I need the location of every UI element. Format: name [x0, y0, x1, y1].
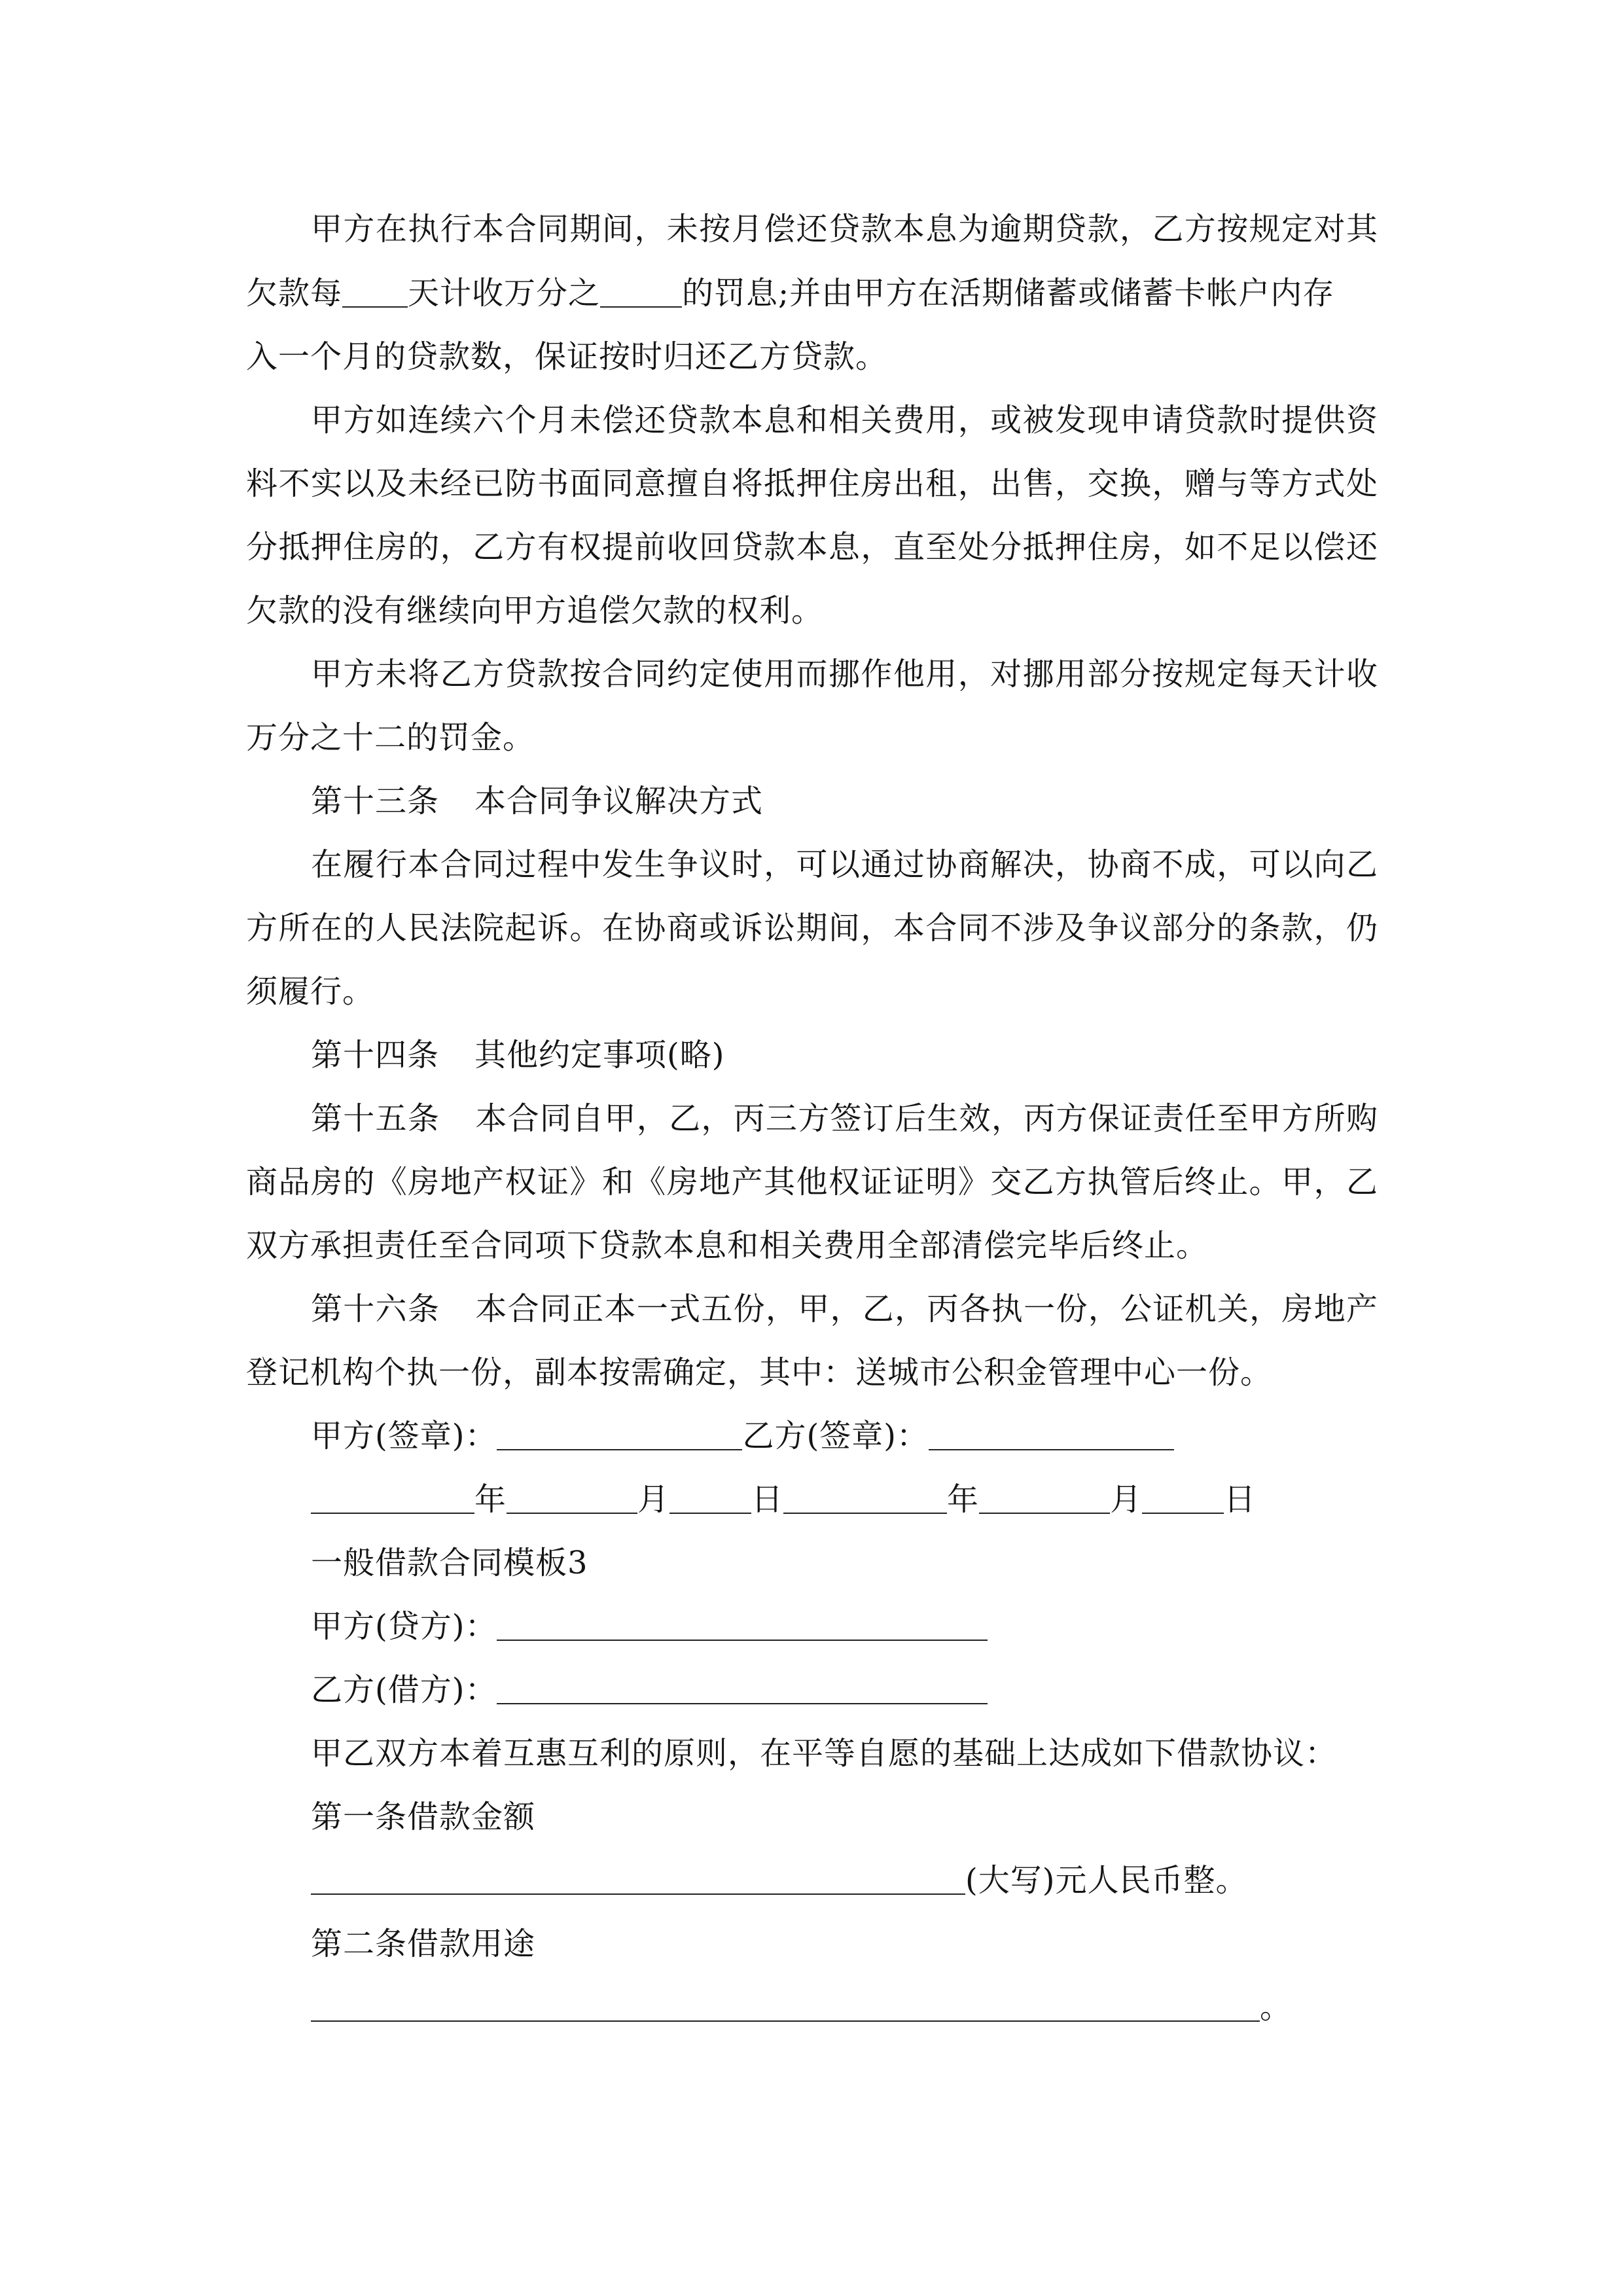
p2-line-4: 欠款的没有继续向甲方追偿欠款的权利。 — [246, 592, 824, 629]
borrower-label: 乙方(借方)： — [311, 1672, 497, 1708]
party-a-signature-blank — [497, 1418, 742, 1450]
p3-line-1: 甲方未将乙方贷款按合同约定使用而挪作他用，对挪用部分按规定每天计收 — [311, 656, 1378, 692]
lender-label: 甲方(贷方)： — [311, 1608, 497, 1645]
p3-line-2: 万分之十二的罚金。 — [246, 719, 535, 756]
p4-line-2: 方所在的人民法院起诉。在协商或诉讼期间，本合同不涉及争议部分的条款，仍 — [246, 910, 1378, 946]
party-b-signature-label: 乙方(签章)： — [742, 1418, 929, 1454]
lender-row — [311, 1607, 1378, 1646]
p2-line-2: 料不实以及未经已防书面同意擅自将抵押住房出租，出售，交换，赠与等方式处 — [246, 465, 1378, 502]
p1-line-2-a: 欠款每 — [246, 275, 343, 312]
article-15-line-2: 商品房的《房地产权证》和《房地产其他权证证明》交乙方执管后终止。甲，乙 — [246, 1164, 1378, 1200]
borrower-blank — [497, 1672, 988, 1704]
article-14-title: 其他约定事项(略) — [474, 1037, 725, 1073]
p2-line-1: 甲方如连续六个月未偿还贷款本息和相关费用，或被发现申请贷款时提供资 — [311, 402, 1378, 439]
article-14-number: 第十四条 — [311, 1037, 440, 1073]
article-13-title: 本合同争议解决方式 — [474, 783, 764, 819]
p1-line-2-c: 的罚息;并由甲方在活期储蓄或储蓄卡帐户内存 — [682, 275, 1335, 312]
agreement-intro: 甲乙双方本着互惠互利的原则，在平等自愿的基础上达成如下借款协议： — [311, 1735, 1338, 1772]
date-a-year-blank — [311, 1481, 474, 1514]
article-15-line-1 — [311, 1099, 1378, 1138]
article-13-number: 第十三条 — [311, 783, 440, 819]
party-b-signature-blank — [929, 1418, 1174, 1450]
date-row — [311, 1480, 1378, 1519]
date-a-month-blank — [507, 1481, 637, 1514]
penalty-rate-blank — [600, 275, 682, 308]
article-2-title: 第二条借款用途 — [311, 1926, 536, 1962]
p1-line-2 — [246, 274, 1378, 313]
article-13-heading — [311, 781, 1378, 821]
date-b-day: 日 — [1224, 1481, 1257, 1518]
article-16-line-2: 登记机构个执一份，副本按需确定，其中：送城市公积金管理中心一份。 — [246, 1354, 1273, 1391]
date-a-month: 月 — [637, 1481, 670, 1518]
loan-purpose-row — [311, 1988, 1378, 2027]
loan-purpose-blank — [311, 1989, 1260, 2022]
article-16-text-1: 本合同正本一式五份，甲，乙，丙各执一份，公证机关，房地产 — [475, 1291, 1378, 1327]
article-16-line-1 — [311, 1289, 1378, 1329]
date-a-year: 年 — [474, 1481, 507, 1518]
article-14-heading — [311, 1035, 1378, 1075]
article-15-number: 第十五条 — [311, 1100, 440, 1137]
date-a-day: 日 — [751, 1481, 784, 1518]
date-b-month-blank — [979, 1481, 1110, 1514]
lender-blank — [497, 1608, 988, 1641]
date-b-day-blank — [1142, 1481, 1224, 1514]
article-1-title: 第一条借款金额 — [311, 1799, 536, 1835]
p1-line-1: 甲方在执行本合同期间，未按月偿还贷款本息为逾期贷款，乙方按规定对其 — [311, 211, 1378, 247]
loan-amount-blank — [311, 1862, 965, 1895]
article-15-text-1: 本合同自甲，乙，丙三方签订后生效，丙方保证责任至甲方所购 — [475, 1100, 1378, 1137]
loan-amount-suffix: (大写)元人民币整。 — [965, 1862, 1248, 1899]
date-a-day-blank — [669, 1481, 751, 1514]
loan-purpose-suffix: 。 — [1260, 1989, 1293, 2026]
article-16-number: 第十六条 — [311, 1291, 440, 1327]
p4-line-1: 在履行本合同过程中发生争议时，可以通过协商解决，协商不成，可以向乙 — [311, 846, 1378, 883]
loan-amount-row — [311, 1861, 1378, 1900]
borrower-row — [311, 1670, 1378, 1710]
date-b-year: 年 — [947, 1481, 980, 1518]
article-15-line-3: 双方承担责任至合同项下贷款本息和相关费用全部清偿完毕后终止。 — [246, 1227, 1209, 1264]
template-3-title: 一般借款合同模板3 — [311, 1545, 588, 1581]
p4-line-3: 须履行。 — [246, 973, 375, 1010]
penalty-days-blank — [342, 275, 408, 308]
date-b-year-blank — [783, 1481, 947, 1514]
p1-line-3: 入一个月的贷款数，保证按时归还乙方贷款。 — [246, 338, 888, 375]
p2-line-3: 分抵押住房的，乙方有权提前收回贷款本息，直至处分抵押住房，如不足以偿还 — [246, 529, 1378, 565]
signature-row — [311, 1416, 1378, 1456]
party-a-signature-label: 甲方(签章)： — [311, 1418, 497, 1454]
date-b-month: 月 — [1110, 1481, 1143, 1518]
p1-line-2-b: 天计收万分之 — [408, 275, 601, 312]
